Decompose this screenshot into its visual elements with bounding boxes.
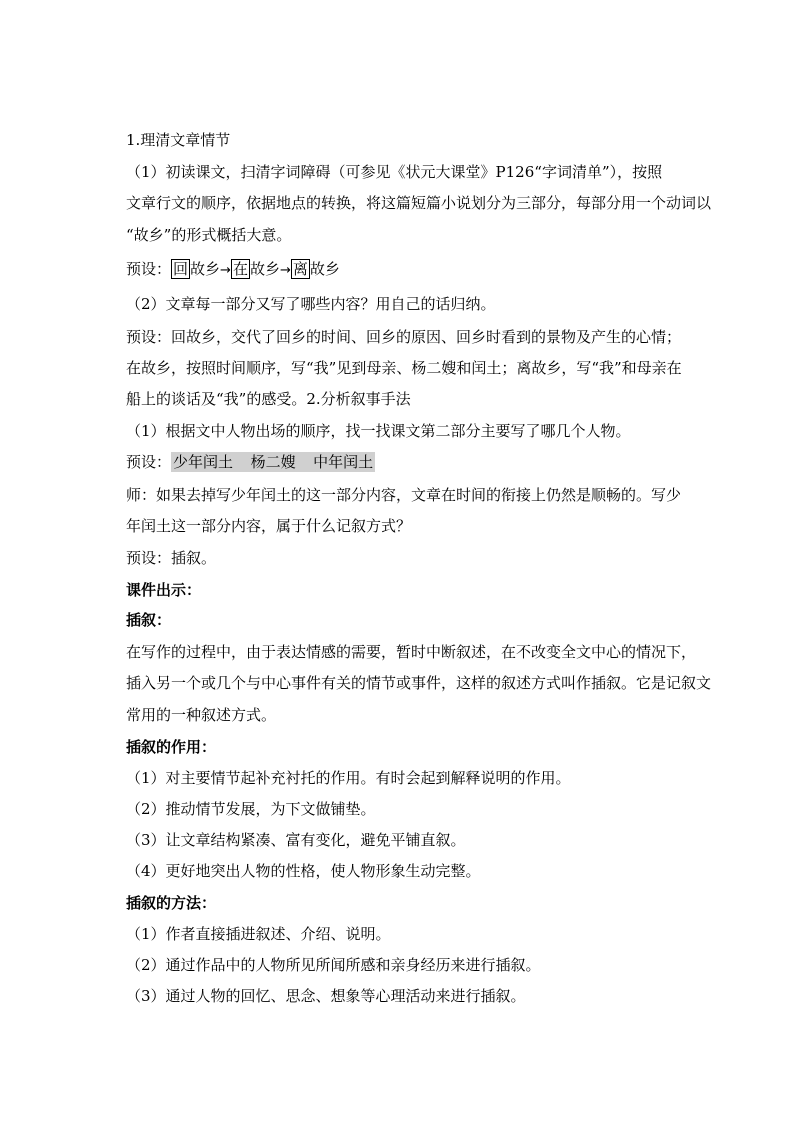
courseware-heading: 课件出示： [126, 581, 202, 599]
list-item: （3）通过人物的回忆、思念、想象等心理活动来进行插叙。 [126, 987, 526, 1005]
text: 故乡 [249, 260, 280, 278]
list-item: （2）通过作品中的人物所见所闻所感和亲身经历来进行插叙。 [126, 956, 541, 974]
verb-box-return: 回 [173, 260, 189, 278]
paragraph-line: 插入另一个或几个与中心事件有关的情节或事件，这样的叙述方式叫作插叙。它是记叙文 [126, 674, 712, 692]
list-item: （1）作者直接插进叙述、介绍、说明。 [126, 925, 391, 943]
list-item: （4）更好地突出人物的性格，使人物形象生动完整。 [126, 862, 481, 880]
paragraph-line: 年闰土这一部分内容，属于什么记叙方式？ [126, 517, 412, 535]
character-highlight: 中年闰土 [313, 453, 374, 471]
preset-characters-line [126, 452, 375, 472]
verb-box-in: 在 [232, 260, 248, 278]
paragraph-line: （1）根据文中人物出场的顺序，找一找课文第二部分主要写了哪几个人物。 [126, 422, 631, 440]
character-highlight: 杨二嫂 [250, 453, 296, 471]
list-item: （2）推动情节发展，为下文做铺垫。 [126, 800, 376, 818]
insert-method-heading: 插叙的方法： [126, 894, 217, 912]
paragraph-line: （1）初读课文，扫清字词障碍（可参见《状元大课堂》P126“字词清单”），按照 [126, 163, 663, 181]
insert-effect-heading: 插叙的作用： [126, 738, 217, 756]
preset-verbs-line [126, 259, 340, 281]
arrow-right-icon: → [220, 263, 231, 278]
text: 故乡 [190, 260, 221, 278]
list-item: （1）对主要情节起补充衬托的作用。有时会起到解释说明的作用。 [126, 769, 571, 787]
character-highlight [235, 452, 249, 472]
paragraph-line: 文章行文的顺序，依据地点的转换，将这篇短篇小说划分为三部分，每部分用一个动词以 [126, 194, 712, 212]
paragraph-line: 预设：回故乡，交代了回乡的时间、回乡的原因、回乡时看到的景物及产生的心情； [126, 328, 682, 346]
arrow-right-icon: → [279, 263, 291, 278]
paragraph-line: “故乡”的形式概括大意。 [126, 226, 292, 244]
section-heading-1: 1.理清文章情节 [126, 131, 231, 149]
paragraph-line: 预设：插叙。 [126, 549, 217, 567]
character-highlight [298, 452, 312, 472]
paragraph-line: 常用的一种叙述方式。 [126, 706, 277, 724]
paragraph-line: 在写作的过程中，由于表达情感的需要，暂时中断叙述，在不改变全文中心的情况下， [126, 643, 697, 661]
character-highlight: 少年闰土 [173, 453, 234, 471]
paragraph-line: 在故乡，按照时间顺序，写“我”见到母亲、杨二嫂和闰土；离故乡，写“我”和母亲在 [126, 359, 682, 377]
preset-label: 预设： [126, 260, 172, 278]
paragraph-line: 船上的谈话及“我”的感受。2.分析叙事手法 [126, 390, 411, 408]
text: 故乡 [309, 260, 340, 278]
preset-label: 预设： [126, 453, 172, 471]
list-item: （3）让文章结构紧凑、富有变化，避免平铺直叙。 [126, 831, 466, 849]
paragraph-line: （2）文章每一部分又写了哪些内容？用自己的话归纳。 [126, 295, 496, 313]
insert-heading: 插叙： [126, 611, 172, 629]
verb-box-leave: 离 [292, 260, 308, 278]
paragraph-line: 师：如果去掉写少年闰土的这一部分内容，文章在时间的衔接上仍然是顺畅的。写少 [126, 486, 682, 504]
